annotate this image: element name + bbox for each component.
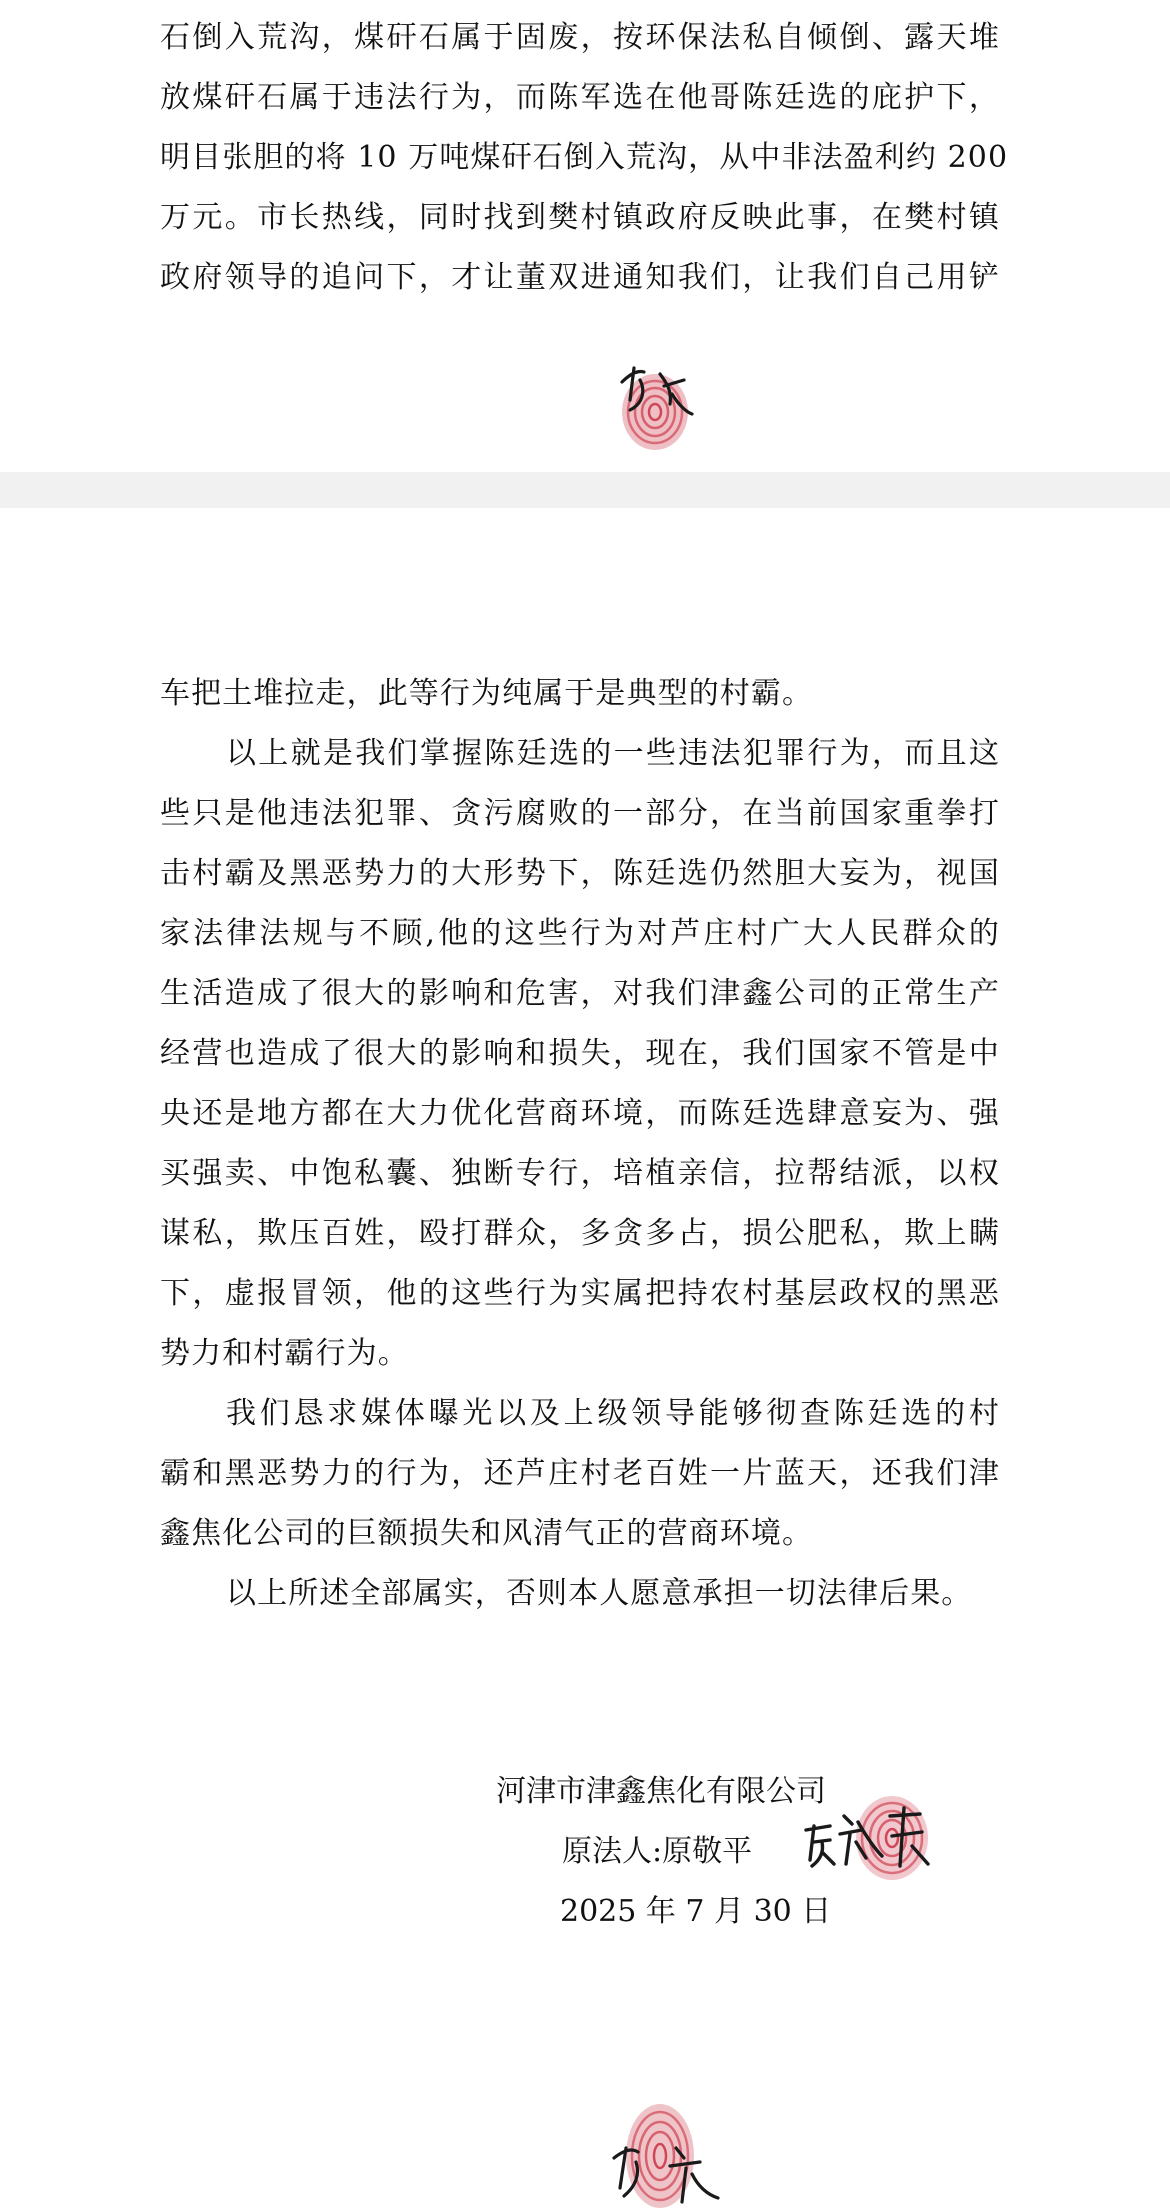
legal-person: 原法人:原敬平 <box>562 1834 753 1869</box>
handwritten-signature-fingerprint <box>800 1786 950 1896</box>
paragraph <box>160 724 1000 1384</box>
paragraph <box>160 1384 1000 1564</box>
paragraph <box>160 1564 1000 1624</box>
document-page-1 <box>0 0 1170 472</box>
page1-body-text <box>160 8 1009 308</box>
text-line: 霸和黑恶势力的行为，还芦庄村老百姓一片蓝天，还我们津 <box>160 1456 1000 1491</box>
signing-date: 2025 年 7 月 30 日 <box>560 1894 832 1929</box>
text-line: 车把土堆拉走，此等行为纯属于是典型的村霸。 <box>160 676 814 711</box>
text-line: 些只是他违法犯罪、贪污腐败的一部分，在当前国家重拳打 <box>160 796 1000 831</box>
document-page-2 <box>0 508 1170 2211</box>
text-line: 经营也造成了很大的影响和损失，现在，我们国家不管是中 <box>160 1036 1000 1071</box>
fingerprint-signature-mark <box>600 352 710 462</box>
text-line: 击村霸及黑恶势力的大形势下，陈廷选仍然胆大妄为，视国 <box>160 856 1000 891</box>
bottom-fingerprint-signature <box>606 2088 736 2211</box>
text-line: 央还是地方都在大力优化营商环境，而陈廷选肆意妄为、强 <box>160 1096 1000 1131</box>
page2-body-text <box>160 664 1000 1624</box>
paragraph <box>160 664 1000 724</box>
text-line: 谋私，欺压百姓，殴打群众，多贪多占，损公肥私，欺上瞒 <box>160 1216 1000 1251</box>
text-line: 家法律法规与不顾,他的这些行为对芦庄村广大人民群众的 <box>160 916 1000 951</box>
text-line: 下，虚报冒领，他的这些行为实属把持农村基层政权的黑恶 <box>160 1276 1000 1311</box>
text-line: 我们恳求媒体曝光以及上级领导能够彻查陈廷选的村 <box>226 1396 1000 1431</box>
company-name: 河津市津鑫焦化有限公司 <box>496 1774 826 1809</box>
text-line: 放煤矸石属于违法行为，而陈军选在他哥陈廷选的庇护下， <box>160 80 1000 115</box>
text-line: 政府领导的追问下，才让董双进通知我们，让我们自己用铲 <box>160 260 1000 295</box>
text-line: 明目张胆的将 10 万吨煤矸石倒入荒沟，从中非法盈利约 200 <box>160 140 1009 175</box>
text-line: 鑫焦化公司的巨额损失和风清气正的营商环境。 <box>160 1516 814 1551</box>
text-line: 以上就是我们掌握陈廷选的一些违法犯罪行为，而且这 <box>226 736 1000 771</box>
text-line: 以上所述全部属实，否则本人愿意承担一切法律后果。 <box>226 1576 973 1611</box>
page-separator <box>0 472 1170 508</box>
text-line: 石倒入荒沟，煤矸石属于固废，按环保法私自倾倒、露天堆 <box>160 20 1000 55</box>
text-line: 买强卖、中饱私囊、独断专行，培植亲信，拉帮结派，以权 <box>160 1156 1000 1191</box>
text-line: 势力和村霸行为。 <box>160 1336 409 1371</box>
text-line: 生活造成了很大的影响和危害，对我们津鑫公司的正常生产 <box>160 976 1000 1011</box>
text-line: 万元。市长热线，同时找到樊村镇政府反映此事，在樊村镇 <box>160 200 1000 235</box>
